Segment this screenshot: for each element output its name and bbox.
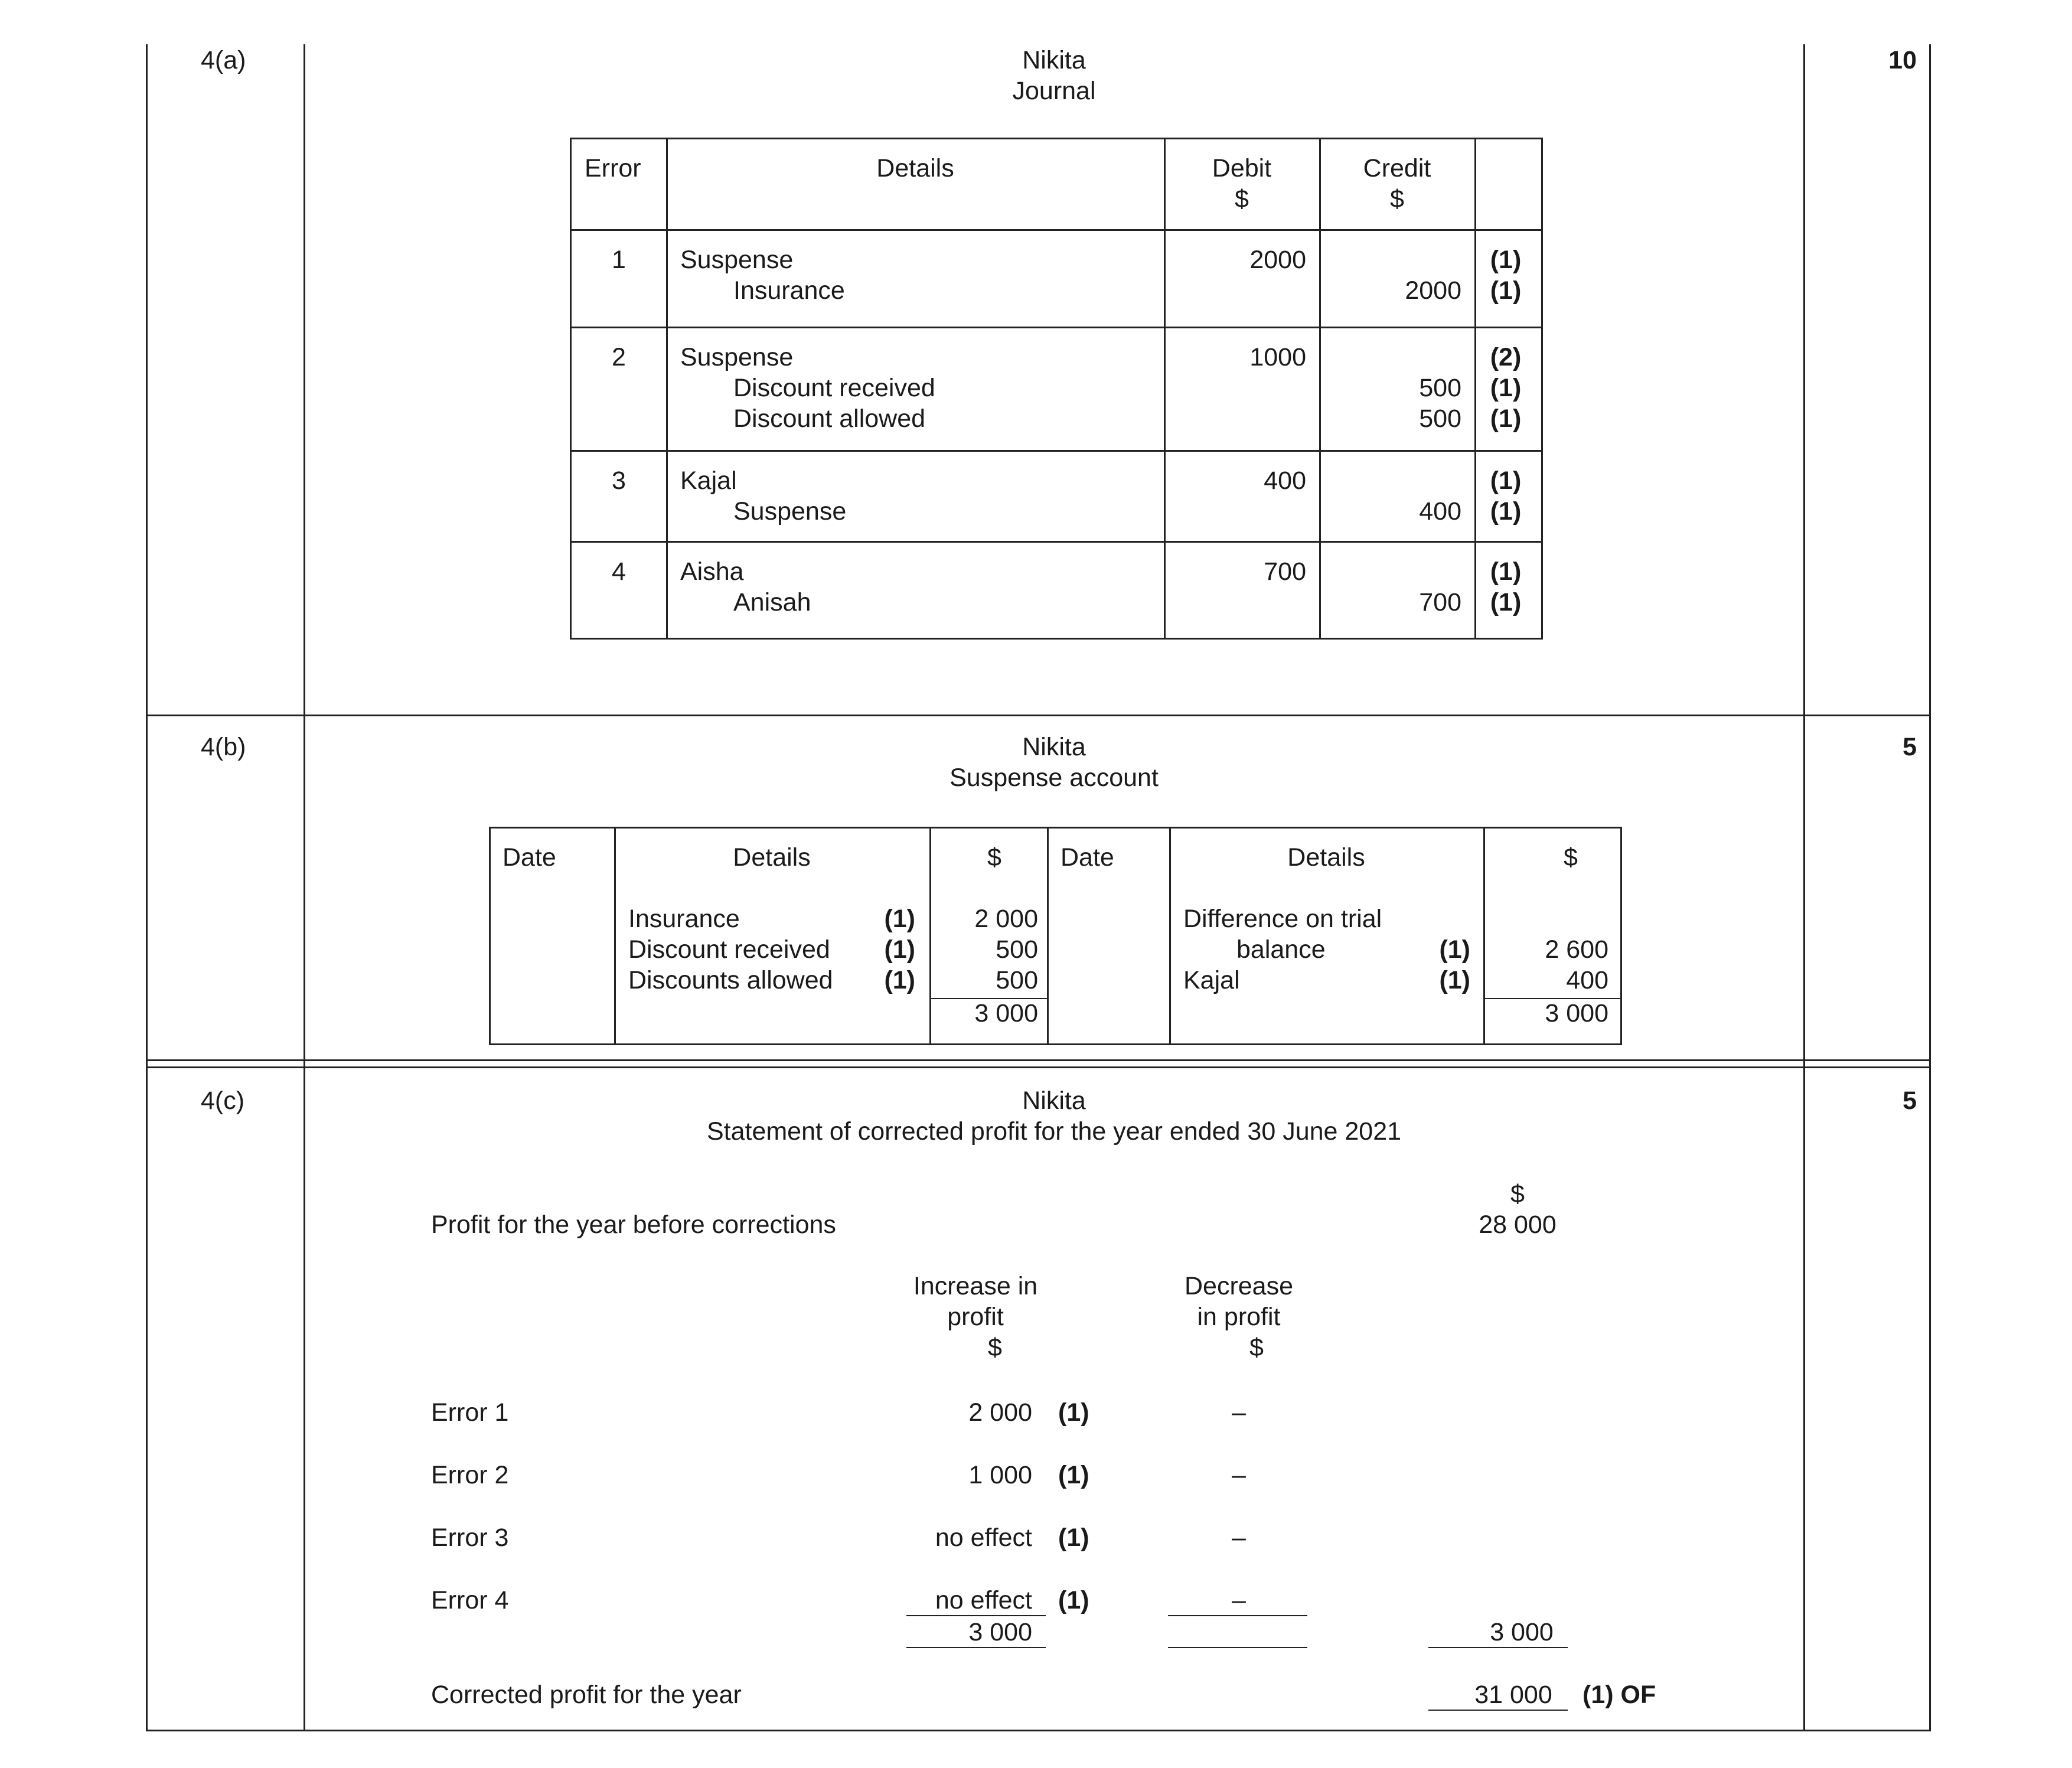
- suspense-debit-mark: (1): [884, 935, 915, 964]
- increase-total: 3 000: [968, 1618, 1032, 1646]
- suspense-credit-amount: 2 600: [1545, 935, 1608, 964]
- journal-mark: (1): [1490, 557, 1522, 586]
- journal-credit-amount: 500: [1419, 405, 1461, 433]
- section-label-4a: 4(a): [201, 46, 246, 74]
- journal-header-debit-unit: $: [1235, 185, 1249, 213]
- error-decrease-value: –: [1232, 1524, 1246, 1552]
- suspense-header-details-left: Details: [733, 843, 811, 872]
- increase-total-rule: [906, 1647, 1046, 1648]
- journal-account-credit: Insurance: [733, 276, 845, 305]
- decrease-header-line: Decrease: [1184, 1272, 1294, 1300]
- journal-header-error: Error: [585, 154, 641, 182]
- journal-account-debit: Aisha: [680, 557, 744, 586]
- suspense-debit-amount: 500: [996, 966, 1038, 994]
- error-mark: (1): [1058, 1461, 1089, 1489]
- error-decrease-value: –: [1232, 1398, 1246, 1427]
- suspense-debit-amount: 2 000: [974, 905, 1038, 933]
- suspense-debit-details: Discount received: [628, 935, 830, 964]
- journal-debit-amount: 1000: [1249, 343, 1306, 371]
- suspense-header-date-left: Date: [502, 843, 556, 872]
- suspense-header-details-right: Details: [1287, 843, 1365, 872]
- journal-row-divider: [570, 229, 1543, 231]
- increase-header-line: Increase in: [913, 1272, 1038, 1300]
- suspense-name: Nikita: [1022, 733, 1086, 761]
- frame-question-col-divider: [304, 44, 305, 1731]
- journal-header-credit: Credit: [1363, 154, 1431, 182]
- suspense-border-top: [489, 827, 1622, 828]
- suspense-debit-mark: (1): [884, 905, 915, 933]
- journal-credit-amount: 400: [1419, 497, 1461, 526]
- journal-mark: (1): [1490, 276, 1522, 305]
- section-marks-4b: 5: [1903, 733, 1917, 761]
- journal-border-left: [570, 138, 572, 640]
- suspense-title: Suspense account: [949, 764, 1159, 792]
- decrease-total-rule: [1168, 1647, 1307, 1648]
- suspense-credit-total: 3 000: [1545, 999, 1608, 1027]
- journal-error-number: 1: [612, 246, 626, 274]
- suspense-col-divider: [614, 827, 616, 1045]
- section-divider-b-c-top: [146, 1059, 1931, 1061]
- error-decrease-value: –: [1232, 1461, 1246, 1489]
- journal-col-divider: [1474, 138, 1476, 640]
- error-row-label: Error 2: [431, 1461, 509, 1489]
- frame-marks-col-divider: [1803, 44, 1805, 1731]
- error-increase-value: no effect: [935, 1586, 1032, 1614]
- corrected-profit-rule: [1428, 1710, 1568, 1711]
- journal-account-credit: Discount allowed: [733, 405, 926, 433]
- suspense-border-bottom: [489, 1043, 1622, 1045]
- journal-account-credit: Anisah: [733, 588, 811, 616]
- suspense-credit-details: balance: [1236, 935, 1326, 964]
- suspense-debit-mark: (1): [884, 966, 915, 994]
- suspense-credit-mark: (1): [1439, 966, 1470, 994]
- frame-left-border: [146, 44, 148, 1731]
- journal-error-number: 3: [612, 467, 626, 495]
- journal-col-divider: [1164, 138, 1166, 640]
- journal-col-divider: [666, 138, 668, 640]
- journal-title: Journal: [1012, 77, 1096, 105]
- journal-header-debit: Debit: [1212, 154, 1272, 182]
- journal-name: Nikita: [1022, 46, 1086, 74]
- increase-subtotal-rule: [906, 1615, 1046, 1616]
- journal-account-credit: Suspense: [733, 497, 847, 526]
- section-label-4c: 4(c): [201, 1087, 245, 1115]
- journal-account-credit: Discount received: [733, 374, 935, 402]
- frame-bottom-border: [146, 1730, 1931, 1731]
- error-mark: (1): [1058, 1586, 1089, 1614]
- decrease-header-line: in profit: [1197, 1303, 1281, 1331]
- journal-mark: (1): [1490, 588, 1522, 616]
- section-marks-4c: 5: [1903, 1087, 1917, 1115]
- suspense-header-amount-right: $: [1564, 843, 1578, 872]
- journal-mark: (1): [1490, 467, 1522, 495]
- journal-header-credit-unit: $: [1390, 185, 1404, 213]
- suspense-credit-amount: 400: [1566, 966, 1608, 994]
- frame-right-border: [1929, 44, 1931, 1731]
- journal-mark: (2): [1490, 343, 1522, 371]
- error-increase-value: no effect: [935, 1524, 1032, 1552]
- journal-credit-amount: 500: [1419, 374, 1461, 402]
- suspense-header-amount-left: $: [987, 843, 1001, 872]
- statement-currency-header: $: [1510, 1180, 1525, 1208]
- suspense-border-left: [489, 827, 491, 1045]
- suspense-debit-details: Discounts allowed: [628, 966, 833, 994]
- section-label-4b: 4(b): [201, 733, 246, 761]
- suspense-header-date-right: Date: [1061, 843, 1114, 872]
- section-divider-a-b: [146, 715, 1931, 716]
- suspense-debit-amount: 500: [996, 935, 1038, 964]
- journal-row-divider: [570, 450, 1543, 452]
- suspense-debit-details: Insurance: [628, 905, 740, 933]
- error-row-label: Error 3: [431, 1524, 509, 1552]
- error-row-label: Error 4: [431, 1586, 509, 1614]
- journal-debit-amount: 2000: [1249, 246, 1306, 274]
- suspense-debit-total: 3 000: [974, 999, 1038, 1027]
- suspense-credit-mark: (1): [1439, 935, 1470, 964]
- section-marks-4a: 10: [1888, 46, 1917, 74]
- journal-row-divider: [570, 327, 1543, 328]
- journal-border-bottom: [570, 638, 1543, 640]
- journal-debit-amount: 700: [1264, 557, 1306, 586]
- net-change-rule: [1428, 1647, 1568, 1648]
- journal-account-debit: Suspense: [680, 343, 794, 371]
- error-mark: (1): [1058, 1398, 1089, 1427]
- journal-row-divider: [570, 541, 1543, 543]
- corrected-profit-value: 31 000: [1474, 1681, 1552, 1709]
- increase-header-line: profit: [947, 1303, 1004, 1331]
- suspense-col-divider: [1047, 827, 1049, 1045]
- journal-mark: (1): [1490, 405, 1522, 433]
- journal-debit-amount: 400: [1264, 467, 1306, 495]
- journal-col-divider: [1319, 138, 1321, 640]
- decrease-subtotal-rule: [1168, 1615, 1307, 1616]
- journal-account-debit: Suspense: [680, 246, 794, 274]
- suspense-credit-details: Kajal: [1183, 966, 1240, 994]
- statement-title: Statement of corrected profit for the year ended 30 June 2021: [706, 1117, 1402, 1146]
- suspense-col-divider: [929, 827, 931, 1045]
- corrected-profit-label: Corrected profit for the year: [431, 1681, 742, 1709]
- journal-credit-amount: 700: [1419, 588, 1461, 616]
- error-increase-value: 2 000: [968, 1398, 1032, 1427]
- journal-border-top: [570, 138, 1543, 139]
- profit-before-value: 28 000: [1479, 1211, 1557, 1239]
- suspense-col-divider: [1483, 827, 1485, 1045]
- journal-border-right: [1541, 138, 1543, 640]
- corrected-profit-mark: (1) OF: [1582, 1681, 1656, 1709]
- decrease-header-unit: $: [1249, 1333, 1264, 1362]
- error-increase-value: 1 000: [968, 1461, 1032, 1489]
- error-mark: (1): [1058, 1524, 1089, 1552]
- error-row-label: Error 1: [431, 1398, 509, 1427]
- journal-credit-amount: 2000: [1405, 276, 1461, 305]
- suspense-border-right: [1620, 827, 1622, 1045]
- suspense-col-divider: [1169, 827, 1171, 1045]
- suspense-credit-details: Difference on trial: [1183, 905, 1382, 933]
- journal-account-debit: Kajal: [680, 467, 737, 495]
- journal-mark: (1): [1490, 246, 1522, 274]
- journal-mark: (1): [1490, 374, 1522, 402]
- statement-name: Nikita: [1022, 1087, 1086, 1115]
- journal-mark: (1): [1490, 497, 1522, 526]
- journal-header-details: Details: [876, 154, 954, 182]
- error-decrease-value: –: [1232, 1586, 1246, 1614]
- journal-error-number: 2: [612, 343, 626, 371]
- journal-error-number: 4: [612, 557, 626, 586]
- profit-before-label: Profit for the year before corrections: [431, 1211, 836, 1239]
- section-divider-b-c-bottom: [146, 1066, 1931, 1068]
- increase-header-unit: $: [988, 1333, 1002, 1362]
- net-change-value: 3 000: [1490, 1618, 1554, 1646]
